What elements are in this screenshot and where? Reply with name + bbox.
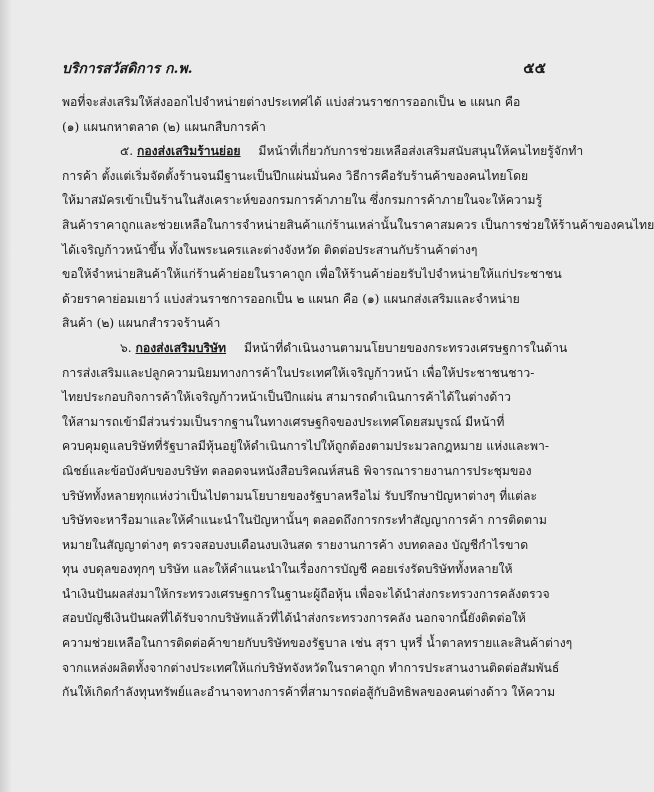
text-line: ทุน งบดุลของทุกๆ บริษัท และให้คำแนะนำในเรื่องการบัญชี คอยเร่งรัดบริษัททั้งหลายให้	[62, 562, 513, 577]
section-5-first-line: มีหน้าที่เกี่ยวกับการช่วยเหลือส่งเสริมสนับสนุนให้คนไทยรู้จักทำ	[258, 144, 584, 159]
text-line: ไทยประกอบกิจการค้าให้เจริญก้าวหน้าเป็นปึกแผ่น สามารถดำเนินการค้าได้ในต่างด้าว	[62, 390, 511, 405]
text-line: บริษัทจะหารือมาและให้คำแนะนำในปัญหานั้นๆ ตลอดถึงการกระทำสัญญาการค้า การติดตาม	[62, 513, 547, 528]
section-6-number: ๖.	[120, 340, 132, 355]
text-line: บริษัททั้งหลายทุกแห่งว่าเป็นไปตามนโยบายของรัฐบาลหรือไม่ รับปรึกษาปัญหาต่างๆ ที่แต่ละ	[62, 488, 538, 503]
text-line: (๑) แผนกหาตลาด (๒) แผนกสืบการค้า	[62, 119, 266, 134]
text-line: ด้วยราคาย่อมเยาว์ แบ่งส่วนราชการออกเป็น ๒ แผนก คือ (๑) แผนกส่งเสริมและจำหน่าย	[62, 291, 520, 306]
text-line: พอที่จะส่งเสริมให้ส่งออกไปจำหน่ายต่างประเทศได้ แบ่งส่วนราชการออกเป็น ๒ แผนก คือ	[62, 95, 521, 109]
section-6-heading: กองส่งเสริมบริษัท	[135, 340, 227, 355]
text-line: หมายในสัญญาต่างๆ ตรวจสอบงบเดือนงบเงินสด รายงานการค้า งบทดลอง บัญชีกำไรขาด	[62, 537, 529, 552]
section-6-first-line: มีหน้าที่ดำเนินงานตามนโยบายของกระทรวงเศรษฐการในด้าน	[243, 340, 568, 355]
text-line: ขอให้จำหน่ายสินค้าให้แก่ร้านค้าย่อยในราคาถูก เพื่อให้ร้านค้าย่อยรับไปจำหน่ายให้แก่ประชาชน	[62, 267, 562, 282]
page-number: ๕๕	[523, 59, 546, 77]
text-line: ได้เจริญก้าวหน้าขึ้น ทั้งในพระนครและต่างจังหวัด ติดต่อประสานกับร้านค้าต่างๆ	[62, 242, 478, 257]
text-line: ให้สามารถเข้ามีส่วนร่วมเป็นรากฐานในทางเศรษฐกิจของประเทศโดยสมบูรณ์ มีหน้าที่	[62, 414, 505, 429]
text-line: จากแหล่งผลิตทั้งจากต่างประเทศให้แก่บริษัทจังหวัดในราคาถูก ทำการประสานงานติดต่อสัมพันธ์	[62, 660, 560, 675]
text-line: สินค้า (๒) แผนกสำรวจร้านค้า	[62, 316, 221, 331]
text-line: ให้มาสมัครเข้าเป็นร้านในสังเคราะห์ของกรมการค้าภายใน ซึ่งกรมการค้าภายในจะให้ความรู้	[62, 193, 543, 208]
document-body	[62, 90, 654, 705]
section-5-heading-line	[62, 139, 584, 164]
text-line: ควบคุมดูแลบริษัทที่รัฐบาลมีหุ้นอยู่ให้ดำเนินการไปให้ถูกต้องตามประมวลกฎหมาย แห่งและพา-	[62, 439, 550, 454]
text-line: ณิชย์และข้อบังคับของบริษัท ตลอดจนหนังสือบริคณห์สนธิ พิจารณารายงานการประชุมของ	[62, 463, 532, 478]
text-line: ความช่วยเหลือในการติดต่อค้าขายกับบริษัทของรัฐบาล เช่น สุรา บุหรี่ น้ำตาลทรายและสินค้าต่างๆ	[62, 636, 573, 651]
text-line: นำเงินปันผลส่งมาให้กระทรวงเศรษฐการในฐานะผู้ถือหุ้น เพื่อจะได้นำส่งกระทรวงการคลังตรวจ	[62, 586, 550, 601]
section-6-heading-line	[62, 336, 568, 361]
scan-shadow	[0, 0, 12, 792]
section-5-heading: กองส่งเสริมร้านย่อย	[136, 144, 241, 159]
text-line: การส่งเสริมและปลูกความนิยมทางการค้าในประเทศให้เจริญก้าวหน้า เพื่อให้ประชาชนชาว-	[62, 365, 535, 380]
text-line: สินค้าราคาถูกและช่วยเหลือในการจำหน่ายสินค้าแก่ร้านเหล่านั้นในราคาสมควร เป็นการช่วยให้ร้านค้าของคนไทย	[62, 217, 654, 232]
text-line: สอบบัญชีเงินปันผลที่ได้รับจากบริษัทแล้วที่ได้นำส่งกระทรวงการคลัง นอกจากนี้ยังติดต่อให้	[62, 611, 526, 626]
text-line: กันให้เกิดกำลังทุนทรัพย์และอำนาจทางการค้าที่สามารถต่อสู้กับอิทธิพลของคนต่างด้าว ให้ความ	[62, 685, 556, 700]
text-line: การค้า ตั้งแต่เริ่มจัดตั้งร้านจนมีฐานะเป็นปึกแผ่นมั่นคง วิธีการคือรับร้านค้าของคนไทยโดย	[62, 168, 529, 183]
section-5-number: ๕.	[120, 144, 134, 159]
running-title: บริการสวัสดิการ ก.พ.	[62, 61, 193, 77]
page-header	[62, 56, 550, 80]
